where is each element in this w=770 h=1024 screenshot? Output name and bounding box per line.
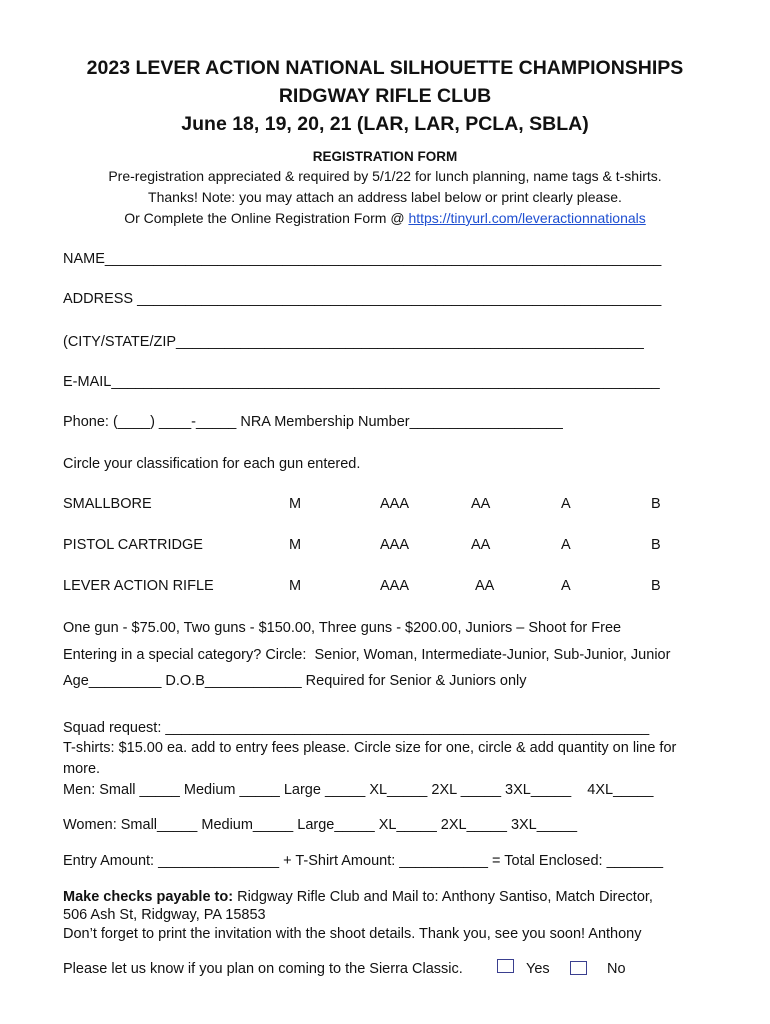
age-dob-field[interactable]: Age_________ D.O.B____________ Required for Senior & Juniors only bbox=[63, 673, 527, 689]
no-label: No bbox=[607, 961, 626, 977]
checks-text: Ridgway Rifle Club and Mail to: Anthony Santiso, Match Director, bbox=[233, 889, 653, 905]
club-name: RIDGWAY RIFLE CLUB bbox=[278, 85, 492, 107]
form-title: REGISTRATION FORM bbox=[312, 149, 458, 164]
class-option[interactable]: AA bbox=[475, 578, 495, 594]
class-option[interactable]: M bbox=[289, 496, 302, 512]
intro-line-1: Pre-registration appreciated & required by 5/1/22 for lunch planning, name tags & t-shirts. bbox=[108, 168, 662, 184]
email-field[interactable]: E-MAIL____________________________________________________________________ bbox=[63, 374, 660, 390]
phone-nra-field[interactable]: Phone: (____) ____-_____ NRA Membership Number___________________ bbox=[63, 414, 563, 430]
men-sizes-field[interactable]: Men: Small _____ Medium _____ Large _____ XL_____ 2XL _____ 3XL_____ 4XL_____ bbox=[63, 782, 654, 798]
class-option[interactable]: A bbox=[561, 496, 571, 512]
squad-request-field[interactable]: Squad request: ____________________________________________________________ bbox=[63, 720, 650, 736]
class-option[interactable]: A bbox=[561, 578, 571, 594]
checks-payable-line bbox=[63, 889, 653, 905]
intro-line-3-prefix: Or Complete the Online Registration Form @ bbox=[124, 210, 409, 226]
intro-line-3 bbox=[0, 210, 770, 226]
entry-amount-field[interactable]: Entry Amount: _______________ + T-Shirt Amount: ___________ = Total Enclosed: _______ bbox=[63, 853, 664, 869]
online-registration-link[interactable]: https://tinyurl.com/leveractionnationals bbox=[408, 210, 646, 226]
class-option[interactable]: B bbox=[651, 496, 661, 512]
city-state-zip-field[interactable]: (CITY/STATE/ZIP__________________________________________________________ bbox=[63, 334, 644, 350]
address-field[interactable]: ADDRESS _________________________________________________________________ bbox=[63, 291, 662, 307]
sierra-question: Please let us know if you plan on coming to the Sierra Classic. bbox=[63, 961, 463, 977]
classification-instruction: Circle your classification for each gun entered. bbox=[63, 456, 361, 472]
class-option[interactable]: AAA bbox=[380, 537, 410, 553]
class-option[interactable]: M bbox=[289, 537, 302, 553]
class-option[interactable]: AAA bbox=[380, 496, 410, 512]
class-option[interactable]: AA bbox=[471, 496, 491, 512]
special-category-text[interactable]: Entering in a special category? Circle: Senior, Woman, Intermediate-Junior, Sub-Junior, Junior bbox=[63, 647, 671, 663]
class-option[interactable]: B bbox=[651, 537, 661, 553]
reminder-text: Don’t forget to print the invitation with the shoot details. Thank you, see you soon! Anthony bbox=[63, 926, 642, 942]
gun-name: SMALLBORE bbox=[63, 496, 152, 512]
yes-checkbox[interactable] bbox=[497, 959, 514, 973]
name-field[interactable]: NAME_____________________________________________________________________ bbox=[63, 251, 662, 267]
gun-name: PISTOL CARTRIDGE bbox=[63, 537, 203, 553]
class-option[interactable]: A bbox=[561, 537, 571, 553]
yes-label: Yes bbox=[526, 961, 550, 977]
mailing-address: 506 Ash St, Ridgway, PA 15853 bbox=[63, 907, 266, 923]
intro-line-2: Thanks! Note: you may attach an address label below or print clearly please. bbox=[148, 189, 622, 205]
class-option[interactable]: B bbox=[651, 578, 661, 594]
class-option[interactable]: M bbox=[289, 578, 302, 594]
tshirt-instructions-2: more. bbox=[63, 761, 101, 777]
gun-name: LEVER ACTION RIFLE bbox=[63, 578, 214, 594]
event-title: 2023 LEVER ACTION NATIONAL SILHOUETTE CHAMPIONSHIPS bbox=[86, 57, 684, 79]
women-sizes-field[interactable]: Women: Small_____ Medium_____ Large_____ XL_____ 2XL_____ 3XL_____ bbox=[63, 817, 578, 833]
pricing-text: One gun - $75.00, Two guns - $150.00, Three guns - $200.00, Juniors – Shoot for Free bbox=[63, 620, 622, 636]
no-checkbox[interactable] bbox=[570, 961, 587, 975]
checks-label: Make checks payable to: bbox=[63, 889, 234, 905]
event-dates: June 18, 19, 20, 21 (LAR, LAR, PCLA, SBLA) bbox=[181, 113, 589, 135]
class-option[interactable]: AAA bbox=[380, 578, 410, 594]
class-option[interactable]: AA bbox=[471, 537, 491, 553]
tshirt-instructions-1: T-shirts: $15.00 ea. add to entry fees please. Circle size for one, circle & add quantity on line for bbox=[63, 740, 677, 756]
